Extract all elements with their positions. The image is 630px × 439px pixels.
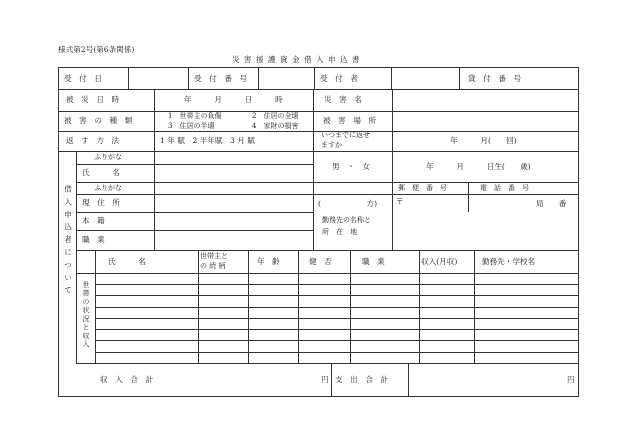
receipt-number-label: 受 付 番 号 <box>194 74 248 83</box>
household-income-header: 収入(月収) <box>421 257 458 266</box>
household-vertical-label: 世帯の状況と収入 <box>82 281 90 349</box>
address-paren-field: ( 方) <box>318 199 378 208</box>
rule <box>468 182 469 212</box>
rule <box>459 67 460 89</box>
furigana-label-1: ふりがな <box>94 153 122 161</box>
rule <box>95 307 578 308</box>
border-left <box>58 67 59 397</box>
gender-field: 男 ・ 女 <box>332 162 370 171</box>
disaster-date-fields: 年 月 日 時 <box>184 95 283 104</box>
repay-until-line1: いつまでに返せ <box>321 131 370 139</box>
rule <box>95 318 578 319</box>
application-form <box>58 67 579 397</box>
expense-total-label: 支 出 合 計 <box>335 375 389 384</box>
rule <box>198 250 199 363</box>
rule <box>76 164 313 165</box>
expense-total-yen: 円 <box>567 375 575 384</box>
rule <box>408 363 409 397</box>
rule <box>331 363 332 397</box>
rule <box>128 67 129 89</box>
rule <box>419 250 420 363</box>
applicant-vertical-label: 借入申込者について <box>63 185 73 299</box>
damage-option-4: 4 家財の損害 <box>252 122 299 130</box>
name-label: 氏 名 <box>82 168 120 177</box>
repayment-label: 返 す 方 法 <box>66 136 120 145</box>
rule <box>258 67 259 89</box>
rule <box>76 230 313 231</box>
rule <box>95 352 578 353</box>
rule <box>58 131 579 132</box>
household-health-header: 健 否 <box>309 257 332 266</box>
rule <box>474 250 475 363</box>
rule <box>76 194 578 195</box>
rule <box>391 67 392 89</box>
loan-number-label: 貸 付 番 号 <box>468 74 522 83</box>
repayment-methods: 1 年 賦 2 半年賦 3 月 賦 <box>160 136 255 145</box>
rule <box>95 250 96 363</box>
damage-option-2: 2 住居の全壊 <box>252 112 299 120</box>
household-relation-header-1: 世帯主と <box>200 252 228 260</box>
rule <box>313 89 314 250</box>
rule <box>58 151 579 152</box>
rule <box>76 250 578 251</box>
rule <box>154 89 155 151</box>
rule <box>95 329 578 330</box>
household-relation-header-2: の 続 柄 <box>200 262 226 270</box>
damage-place-label: 被 害 場 所 <box>323 116 377 125</box>
rule <box>58 111 579 112</box>
border-bottom <box>58 396 579 397</box>
repay-until-line2: ますか <box>321 141 342 149</box>
occupation-label: 職 業 <box>82 235 105 244</box>
rule <box>95 340 578 341</box>
postal-code-header: 郵 便 番 号 <box>398 184 447 192</box>
phone-number-header: 電 話 番 号 <box>480 184 529 192</box>
rule <box>350 250 351 363</box>
household-work-school-header: 勤務先・学校名 <box>482 257 536 266</box>
rule <box>248 250 249 363</box>
disaster-date-label: 被 災 日 時 <box>66 95 120 104</box>
rule <box>188 67 189 89</box>
household-name-header: 氏 名 <box>108 257 146 266</box>
receipt-date-label: 受 付 日 <box>64 74 102 83</box>
workplace-label-line1: 勤務先の名称と <box>322 216 371 224</box>
rule <box>76 212 313 213</box>
rule <box>314 67 315 89</box>
birth-date-field: 年 月 日生( 歳) <box>426 162 531 171</box>
address-label: 現 住 所 <box>82 198 120 207</box>
rule <box>392 151 393 250</box>
rule <box>76 363 578 364</box>
receiver-label: 受 付 者 <box>320 74 358 83</box>
rule <box>76 273 578 274</box>
furigana-label-2: ふりがな <box>94 184 122 192</box>
postal-mark: 〒 <box>396 197 404 206</box>
income-total-label: 収 入 合 計 <box>100 375 154 384</box>
rule <box>392 89 393 151</box>
rule <box>95 295 578 296</box>
household-age-header: 年 齢 <box>257 257 280 266</box>
rule <box>76 182 578 183</box>
rule <box>95 284 578 285</box>
rule <box>76 151 77 363</box>
rule <box>298 250 299 363</box>
household-job-header: 職 業 <box>362 257 385 266</box>
form-title: 災害援護資金借入申込書 <box>232 55 364 64</box>
damage-option-3: 3 住居の半壊 <box>168 122 215 130</box>
rule <box>58 89 579 90</box>
repay-year-month: 年 月( 回) <box>450 136 517 145</box>
rule <box>154 151 155 250</box>
disaster-name-label: 災 害 名 <box>324 95 362 104</box>
damage-option-1: 1 世帯主の負傷 <box>168 112 222 120</box>
border-top <box>58 67 579 68</box>
form-number-label: 様式第2号(第6条関係) <box>58 45 135 54</box>
phone-station-field: 局 番 <box>536 199 567 208</box>
workplace-label-line2: 所 在 地 <box>322 228 357 236</box>
border-right <box>578 67 579 397</box>
income-total-yen: 円 <box>321 375 329 384</box>
registered-domicile-label: 本 籍 <box>82 216 105 225</box>
damage-type-label: 被 害 の 種 類 <box>64 116 133 125</box>
